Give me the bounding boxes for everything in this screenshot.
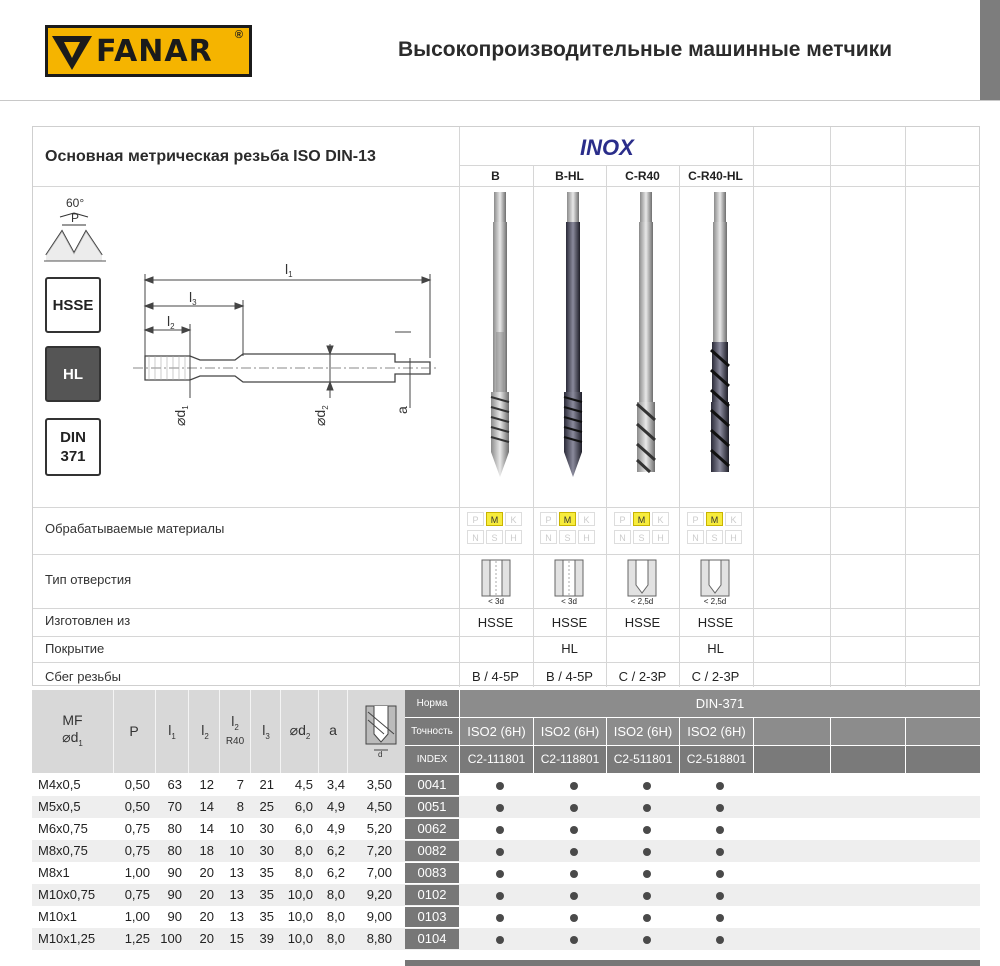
- cell-drill: 4,50: [366, 799, 392, 814]
- row-label-coating: Покрытие: [45, 641, 105, 656]
- tap-dimension-drawing: [125, 258, 440, 428]
- hole-depth-b-hl: < 3d: [561, 597, 577, 606]
- index-suffix: 0041: [405, 775, 459, 795]
- availability-dot: [643, 804, 651, 812]
- cell-p: 0,75: [124, 887, 150, 902]
- hole-depth-c-r40: < 2,5d: [630, 597, 654, 606]
- tool-name-c-r40-hl: C-R40-HL: [688, 169, 743, 183]
- cell-size: M6x0,75: [38, 821, 88, 836]
- cell-a: 3,4: [326, 777, 345, 792]
- th-l3: $l_3$: [262, 722, 270, 741]
- cell-l2r: 8: [236, 799, 244, 814]
- material-b: HSSE: [477, 615, 514, 630]
- availability-dot: [570, 914, 578, 922]
- index-c-r40: C2-511801: [607, 746, 679, 773]
- cell-p: 0,75: [124, 843, 150, 858]
- table-col-divider: [250, 690, 251, 773]
- cell-size: M5x0,5: [38, 799, 81, 814]
- table-col-divider: [280, 690, 281, 773]
- cell-size: M8x0,75: [38, 843, 88, 858]
- material-c-r40-hl: HSSE: [697, 615, 734, 630]
- fanar-logo: [45, 25, 252, 77]
- cell-a: 8,0: [326, 931, 345, 946]
- table-col-divider: [188, 690, 189, 773]
- table-col-divider: [219, 690, 220, 773]
- cell-drill: 7,00: [366, 865, 392, 880]
- availability-dot: [570, 782, 578, 790]
- cell-d2: 10,0: [287, 909, 313, 924]
- cell-d2: 4,5: [294, 777, 313, 792]
- cell-d2: 10,0: [287, 931, 313, 946]
- cell-l2: 20: [199, 909, 214, 924]
- cell-l3: 39: [259, 931, 274, 946]
- l1-label: $l_1$: [285, 261, 293, 279]
- registered-mark: ®: [234, 29, 243, 41]
- accuracy-c-r40-hl: ISO2 (6H): [680, 718, 753, 745]
- cell-drill: 9,00: [366, 909, 392, 924]
- norm-value: DIN-371: [460, 690, 980, 717]
- cell-l1: 100: [160, 931, 182, 946]
- cell-l3: 30: [259, 843, 274, 858]
- cell-a: 8,0: [326, 887, 345, 902]
- availability-dot: [643, 892, 651, 900]
- index-suffix: 0104: [405, 929, 459, 949]
- table-row: [32, 884, 980, 906]
- hole-depth-b: < 3d: [488, 597, 504, 606]
- norm-label: Норма: [405, 690, 459, 717]
- table-row: [32, 906, 980, 928]
- runout-c-r40: C / 2-3P: [618, 669, 667, 684]
- tap-image-c-r40-hl: [702, 192, 738, 482]
- cell-a: 4,9: [326, 821, 345, 836]
- availability-dot: [570, 936, 578, 944]
- cell-l1: 90: [167, 865, 182, 880]
- cell-l2r: 10: [229, 821, 244, 836]
- availability-dot: [716, 914, 724, 922]
- cell-size: M10x1,25: [38, 931, 96, 946]
- availability-dot: [643, 826, 651, 834]
- cell-l2: 14: [199, 799, 214, 814]
- cell-a: 4,9: [326, 799, 345, 814]
- cell-l2r: 13: [229, 887, 244, 902]
- th-d2: $⌀d_2$: [289, 722, 311, 741]
- cell-l3: 35: [259, 865, 274, 880]
- row-label-hole-type: Тип отверстия: [45, 572, 132, 587]
- cell-drill: 7,20: [366, 843, 392, 858]
- table-row: [32, 862, 980, 884]
- index-b-hl: C2-118801: [534, 746, 606, 773]
- drill-d-label: d: [378, 750, 383, 759]
- accuracy-empty: [906, 718, 980, 745]
- cell-l3: 25: [259, 799, 274, 814]
- material-grid-b-hl: P M K N S H: [540, 512, 602, 544]
- cell-l2: 18: [199, 843, 214, 858]
- availability-dot: [643, 848, 651, 856]
- tool-name-b-hl: B-HL: [555, 169, 584, 183]
- index-suffix: 0082: [405, 841, 459, 861]
- hole-through-icon: [481, 559, 511, 599]
- accuracy-empty: [754, 718, 830, 745]
- cell-p: 0,50: [124, 799, 150, 814]
- runout-b: B / 4-5P: [472, 669, 519, 684]
- index-suffix: 0083: [405, 863, 459, 883]
- th-l2: $l_2$: [201, 722, 209, 741]
- availability-dot: [716, 892, 724, 900]
- cell-p: 1,25: [124, 931, 150, 946]
- availability-dot: [496, 782, 504, 790]
- availability-dot: [643, 782, 651, 790]
- availability-dot: [496, 914, 504, 922]
- cell-size: M4x0,5: [38, 777, 81, 792]
- a-label: a: [394, 406, 410, 414]
- cell-l2: 12: [199, 777, 214, 792]
- availability-dot: [716, 848, 724, 856]
- cell-drill: 8,80: [366, 931, 392, 946]
- cell-drill: 5,20: [366, 821, 392, 836]
- coating-c-r40-hl: HL: [707, 641, 724, 656]
- index-label: INDEX: [405, 746, 459, 773]
- tap-image-b: [482, 192, 518, 482]
- availability-dot: [716, 782, 724, 790]
- tap-image-c-r40: [628, 192, 664, 482]
- l3-label: $l_3$: [189, 289, 197, 307]
- hole-through-icon: [554, 559, 584, 599]
- cell-a: 6,2: [326, 843, 345, 858]
- cell-l2: 14: [199, 821, 214, 836]
- table-col-divider: [113, 690, 114, 773]
- page-title: Высокопроизводительные машинные метчики: [398, 38, 893, 61]
- availability-dot: [716, 870, 724, 878]
- availability-dot: [716, 936, 724, 944]
- cell-l2r: 13: [229, 865, 244, 880]
- availability-dot: [496, 892, 504, 900]
- d1-label: $⌀d_1$: [172, 405, 190, 426]
- cell-d2: 8,0: [294, 843, 313, 858]
- cell-d2: 10,0: [287, 887, 313, 902]
- hole-blind-icon: [627, 559, 657, 599]
- cell-l1: 90: [167, 887, 182, 902]
- cell-l3: 35: [259, 909, 274, 924]
- index-suffix: 0102: [405, 885, 459, 905]
- cell-a: 8,0: [326, 909, 345, 924]
- index-suffix: 0103: [405, 907, 459, 927]
- table-row: [32, 928, 980, 950]
- th-l1: $l_1$: [168, 722, 176, 741]
- cell-l1: 70: [167, 799, 182, 814]
- hole-blind-icon: [700, 559, 730, 599]
- table-row: [32, 840, 980, 862]
- th-mf: MF $⌀d_1$: [62, 712, 83, 748]
- d2-label: $⌀d_2$: [312, 405, 330, 426]
- availability-dot: [643, 870, 651, 878]
- tool-name-c-r40: C-R40: [625, 169, 660, 183]
- cell-l2r: 13: [229, 909, 244, 924]
- material-grid-c-r40: P M K N S H: [614, 512, 676, 544]
- cell-l2: 20: [199, 865, 214, 880]
- index-empty: [754, 746, 830, 773]
- cell-l2r: 7: [236, 777, 244, 792]
- hl-badge: HL: [45, 346, 101, 402]
- accuracy-b: ISO2 (6H): [460, 718, 533, 745]
- availability-dot: [643, 914, 651, 922]
- availability-dot: [496, 848, 504, 856]
- section-title: Основная метрическая резьба ISO DIN-13: [45, 148, 376, 165]
- th-a: a: [329, 722, 337, 738]
- cell-p: 1,00: [124, 865, 150, 880]
- accuracy-label: Точность: [405, 718, 459, 745]
- availability-dot: [716, 826, 724, 834]
- material-grid-c-r40-hl: P M K N S H: [687, 512, 749, 544]
- accuracy-c-r40: ISO2 (6H): [607, 718, 679, 745]
- cell-p: 0,50: [124, 777, 150, 792]
- index-suffix: 0062: [405, 819, 459, 839]
- table-row: [32, 774, 980, 796]
- cell-drill: 9,20: [366, 887, 392, 902]
- table-row: [32, 796, 980, 818]
- din-371-badge: [45, 418, 101, 476]
- availability-dot: [496, 936, 504, 944]
- row-label-materials: Обрабатываемые материалы: [45, 521, 225, 536]
- row-label-runout: Сбег резьбы: [45, 669, 121, 684]
- cell-a: 6,2: [326, 865, 345, 880]
- index-c-r40-hl: C2-518801: [680, 746, 753, 773]
- availability-dot: [570, 892, 578, 900]
- availability-dot: [570, 826, 578, 834]
- availability-dot: [496, 826, 504, 834]
- availability-dot: [716, 804, 724, 812]
- cell-d2: 6,0: [294, 821, 313, 836]
- hole-depth-c-r40-hl: < 2,5d: [703, 597, 727, 606]
- row-label-made-of: Изготовлен из: [45, 613, 131, 628]
- material-b-hl: HSSE: [551, 615, 588, 630]
- index-b: C2-111801: [460, 746, 533, 773]
- table-row: [32, 818, 980, 840]
- logo-text: FANAR: [96, 34, 213, 69]
- cell-l3: 35: [259, 887, 274, 902]
- tool-name-b: B: [491, 169, 500, 183]
- cell-p: 1,00: [124, 909, 150, 924]
- table-col-divider: [155, 690, 156, 773]
- availability-dot: [570, 870, 578, 878]
- availability-dot: [570, 848, 578, 856]
- hsse-badge: HSSE: [45, 277, 101, 333]
- cell-l1: 90: [167, 909, 182, 924]
- cell-d2: 8,0: [294, 865, 313, 880]
- pitch-label: P: [71, 211, 80, 225]
- logo-v-mark: [52, 34, 92, 72]
- index-suffix: 0051: [405, 797, 459, 817]
- coating-b-hl: HL: [561, 641, 578, 656]
- side-bar: [980, 0, 1000, 100]
- table-col-divider: [347, 690, 348, 773]
- din-number: 371: [60, 448, 86, 465]
- availability-dot: [496, 804, 504, 812]
- cell-l1: 80: [167, 843, 182, 858]
- material-grid-b: P M K N S H: [467, 512, 529, 544]
- th-l2-r40: $l_2$ R40: [225, 713, 245, 747]
- th-p: P: [129, 723, 139, 739]
- tap-image-b-hl: [555, 192, 591, 482]
- cell-l2r: 10: [229, 843, 244, 858]
- table-col-divider: [318, 690, 319, 773]
- cell-l3: 30: [259, 821, 274, 836]
- cell-drill: 3,50: [366, 777, 392, 792]
- accuracy-empty: [831, 718, 905, 745]
- thread-profile-icon: [40, 195, 120, 265]
- cell-l2: 20: [199, 931, 214, 946]
- l2-label: $l_2$: [167, 313, 175, 331]
- header-divider: [0, 100, 1000, 101]
- cell-l3: 21: [259, 777, 274, 792]
- cell-size: M8x1: [38, 865, 70, 880]
- angle-label: 60°: [66, 196, 85, 210]
- material-c-r40: HSSE: [624, 615, 661, 630]
- next-table-header: [405, 960, 980, 966]
- cell-size: M10x1: [38, 909, 78, 924]
- cell-d2: 6,0: [294, 799, 313, 814]
- runout-b-hl: B / 4-5P: [546, 669, 593, 684]
- cell-l2: 20: [199, 887, 214, 902]
- inox-label: INOX: [580, 135, 634, 160]
- drill-diameter-icon: [364, 704, 398, 759]
- cell-p: 0,75: [124, 821, 150, 836]
- availability-dot: [496, 870, 504, 878]
- availability-dot: [643, 936, 651, 944]
- accuracy-b-hl: ISO2 (6H): [534, 718, 606, 745]
- cell-size: M10x0,75: [38, 887, 96, 902]
- din-label: DIN: [60, 429, 86, 446]
- index-empty: [831, 746, 905, 773]
- cell-l2r: 15: [229, 931, 244, 946]
- index-empty: [906, 746, 980, 773]
- cell-l1: 80: [167, 821, 182, 836]
- cell-l1: 63: [167, 777, 182, 792]
- availability-dot: [570, 804, 578, 812]
- runout-c-r40-hl: C / 2-3P: [691, 669, 740, 684]
